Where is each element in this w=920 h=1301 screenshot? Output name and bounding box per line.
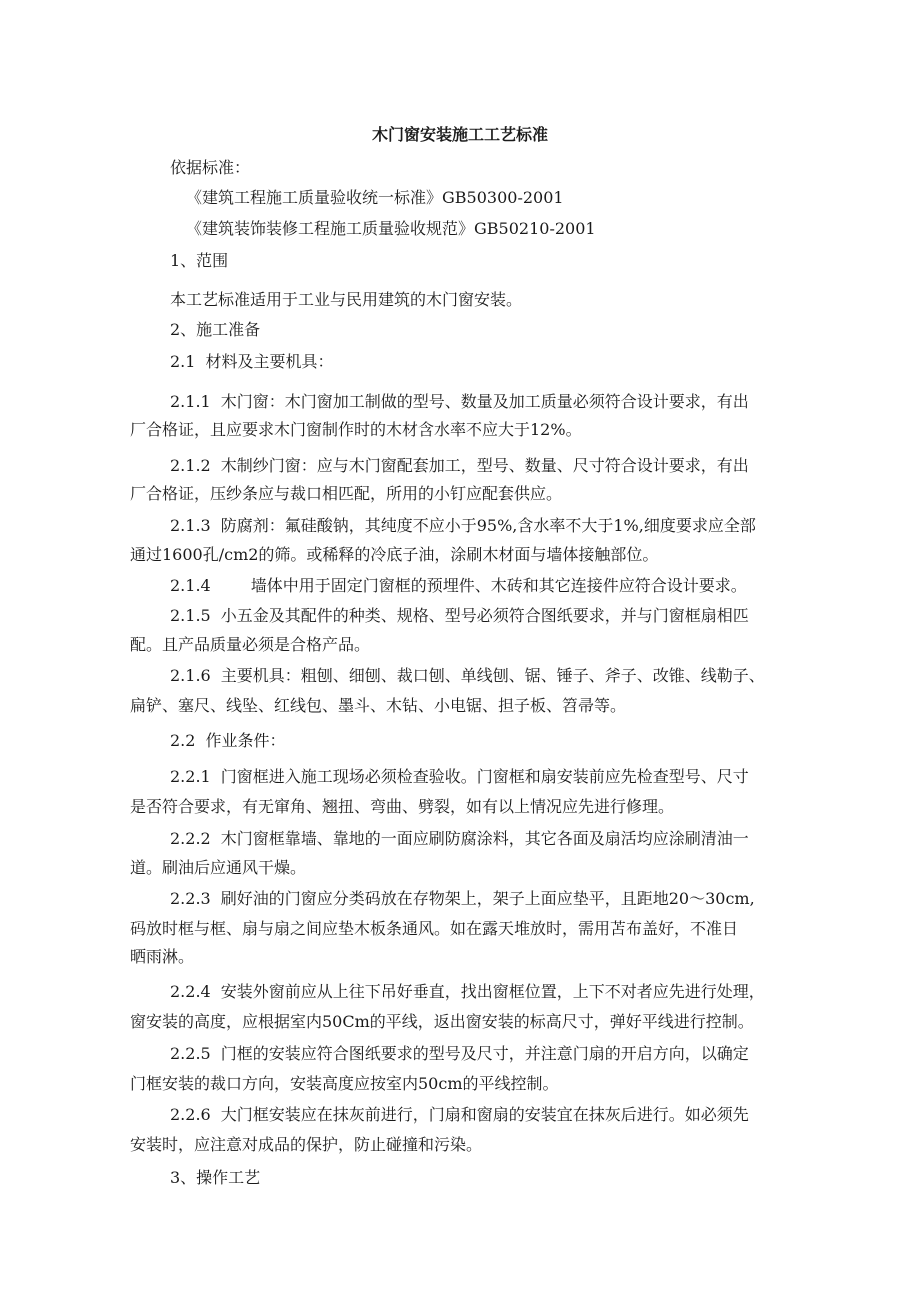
line-text: 厂合格证，压纱条应与裁口相匹配，所用的小钉应配套供应。 bbox=[130, 484, 563, 503]
line-text: 作业条件： bbox=[205, 731, 286, 750]
text-line bbox=[130, 917, 920, 941]
section-number: 2.1.5 bbox=[170, 606, 211, 625]
text-line bbox=[170, 1166, 920, 1190]
line-text: 木门窗框靠墙、靠地的一面应刷防腐涂料，其它各面及扇活均应涂刷清油一 bbox=[220, 829, 749, 848]
line-text: 防腐剂：氟硅酸钠，其纯度不应小于95%,含水率不大于1%,细度要求应全部 bbox=[220, 516, 756, 535]
text-line bbox=[170, 390, 920, 414]
text-line bbox=[130, 1133, 920, 1157]
line-text: 大门框安装应在抹灰前进行，门扇和窗扇的安装宜在抹灰后进行。如必须先 bbox=[220, 1105, 749, 1124]
text-line bbox=[130, 543, 920, 567]
line-text: 晒雨淋。 bbox=[130, 947, 195, 966]
line-text: 扁铲、塞尺、线坠、红线包、墨斗、木钻、小电锯、担子板、笤帚等。 bbox=[130, 696, 627, 715]
line-text: 依据标准： bbox=[170, 158, 251, 177]
text-line bbox=[170, 574, 920, 598]
line-text: 窗安装的高度，应根据室内50Cm的平线，返出窗安装的标高尺寸，弹好平线进行控制。 bbox=[130, 1012, 754, 1031]
line-text: 2、施工准备 bbox=[170, 320, 261, 339]
line-text: 本工艺标准适用于工业与民用建筑的木门窗安装。 bbox=[170, 290, 523, 309]
section-number: 2.1.3 bbox=[170, 516, 211, 535]
section-number: 2.1 bbox=[170, 352, 196, 371]
line-text: 主要机具：粗刨、细刨、裁口刨、单线刨、锯、锤子、斧子、改锥、线勒子、 bbox=[220, 666, 765, 685]
line-text: 道。刷油后应通风干燥。 bbox=[130, 858, 307, 877]
section-number: 2.2.5 bbox=[170, 1044, 211, 1063]
text-line bbox=[186, 186, 920, 210]
text-line bbox=[170, 288, 920, 312]
line-text: 3、操作工艺 bbox=[170, 1168, 261, 1187]
section-number: 2.1.1 bbox=[170, 392, 211, 411]
line-text: 门窗框进入施工现场必须检查验收。门窗框和扇安装前应先检查型号、尺寸 bbox=[220, 767, 749, 786]
line-text: 门框的安装应符合图纸要求的型号及尺寸，并注意门扇的开启方向，以确定 bbox=[220, 1044, 749, 1063]
text-line bbox=[170, 664, 920, 688]
text-line bbox=[186, 217, 920, 241]
text-line bbox=[170, 827, 920, 851]
section-number: 2.2.3 bbox=[170, 889, 211, 908]
text-line bbox=[130, 633, 920, 657]
text-line bbox=[130, 795, 920, 819]
line-text: 墙体中用于固定门窗框的预埋件、木砖和其它连接件应符合设计要求。 bbox=[250, 576, 747, 595]
section-number: 2.1.4 bbox=[170, 576, 211, 595]
text-line bbox=[170, 350, 920, 374]
text-line bbox=[130, 1072, 920, 1096]
text-line bbox=[170, 454, 920, 478]
document-title: 木门窗安装施工工艺标准 bbox=[371, 125, 548, 144]
section-number: 2.1.2 bbox=[170, 456, 211, 475]
line-text: 《建筑工程施工质量验收统一标准》GB50300-2001 bbox=[186, 188, 564, 207]
text-line bbox=[130, 1010, 920, 1034]
line-text: 材料及主要机具： bbox=[205, 352, 334, 371]
text-line bbox=[170, 980, 920, 1004]
text-line bbox=[170, 318, 920, 342]
line-text: 1、范围 bbox=[170, 251, 229, 270]
text-line bbox=[130, 418, 920, 442]
line-text: 安装时，应注意对成品的保护，防止碰撞和污染。 bbox=[130, 1135, 483, 1154]
text-line bbox=[130, 856, 920, 880]
line-text: 刷好油的门窗应分类码放在存物架上，架子上面应垫平，且距地20～30cm, bbox=[220, 889, 755, 908]
text-line bbox=[170, 249, 920, 273]
text-line bbox=[170, 604, 920, 628]
line-text: 码放时框与框、扇与扇之间应垫木板条通风。如在露天堆放时，需用苫布盖好，不准日 bbox=[130, 919, 739, 938]
section-number: 2.2.6 bbox=[170, 1105, 211, 1124]
line-text: 木制纱门窗：应与木门窗配套加工，型号、数量、尺寸符合设计要求，有出 bbox=[220, 456, 749, 475]
text-line bbox=[170, 156, 920, 180]
text-line bbox=[170, 1103, 920, 1127]
line-text: 配。且产品质量必须是合格产品。 bbox=[130, 635, 371, 654]
text-line bbox=[170, 887, 920, 911]
line-text: 《建筑装饰装修工程施工质量验收规范》GB50210-2001 bbox=[186, 219, 596, 238]
line-text: 厂合格证，且应要求木门窗制作时的木材含水率不应大于12%。 bbox=[130, 420, 582, 439]
section-number: 2.1.6 bbox=[170, 666, 211, 685]
line-text: 门框安装的裁口方向，安装高度应按室内50cm的平线控制。 bbox=[130, 1074, 559, 1093]
text-line bbox=[130, 482, 920, 506]
line-text: 小五金及其配件的种类、规格、型号必须符合图纸要求，并与门窗框扇相匹 bbox=[220, 606, 749, 625]
text-line bbox=[170, 514, 920, 538]
section-number: 2.2 bbox=[170, 731, 196, 750]
text-line bbox=[130, 945, 920, 969]
line-text: 是否符合要求，有无窜角、翘扭、弯曲、劈裂，如有以上情况应先进行修理。 bbox=[130, 797, 675, 816]
line-text: 通过1600孔/cm2的筛。或稀释的冷底子油，涂刷木材面与墙体接触部位。 bbox=[130, 545, 659, 564]
line-text: 木门窗：木门窗加工制做的型号、数量及加工质量必须符合设计要求，有出 bbox=[220, 392, 749, 411]
section-number: 2.2.4 bbox=[170, 982, 211, 1001]
text-line bbox=[170, 729, 920, 753]
text-line bbox=[170, 765, 920, 789]
section-number: 2.2.2 bbox=[170, 829, 211, 848]
text-line bbox=[130, 694, 920, 718]
section-number: 2.2.1 bbox=[170, 767, 211, 786]
text-line bbox=[170, 1042, 920, 1066]
line-text: 安装外窗前应从上往下吊好垂直，找出窗框位置，上下不对者应先进行处理， bbox=[220, 982, 765, 1001]
